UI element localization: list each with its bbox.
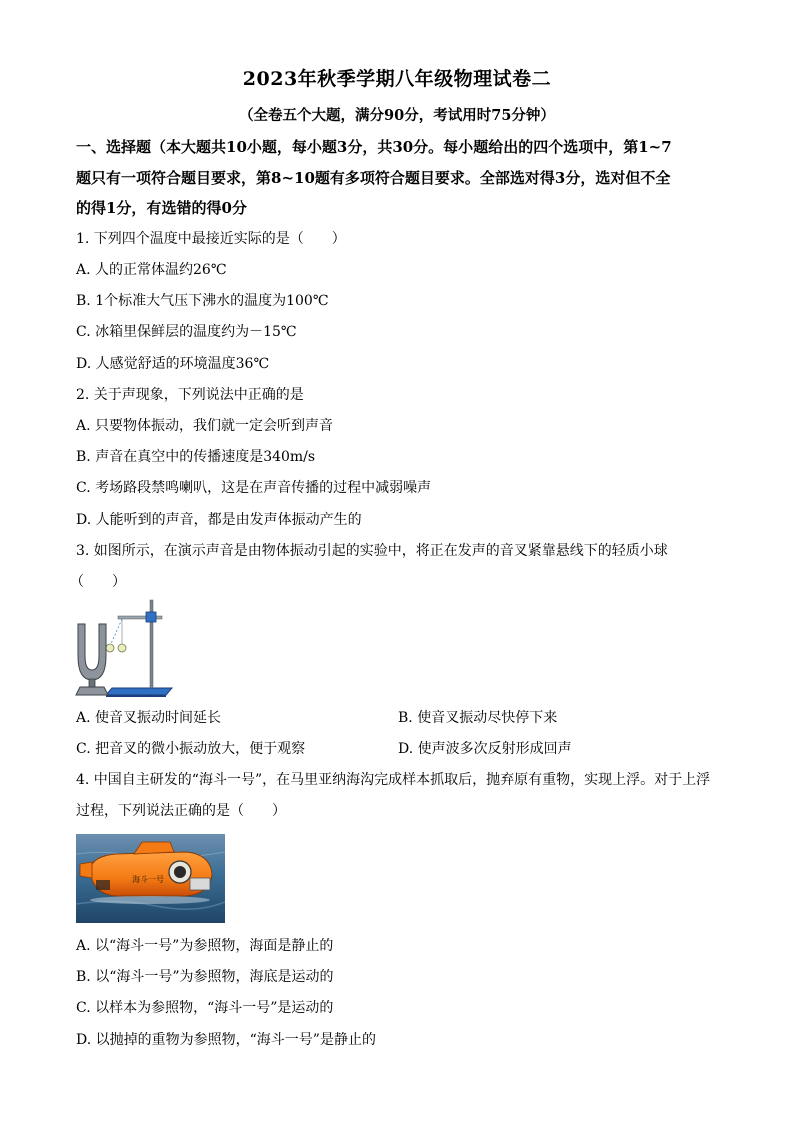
tuning-fork-apparatus-figure — [74, 596, 174, 700]
section-instructions-line-3: 的得1分，有选错的得0分 — [76, 199, 247, 217]
submersible-photo — [76, 834, 225, 923]
q4-option-b: B. 以“海斗一号”为参照物，海底是运动的 — [76, 969, 334, 985]
q4-stem-line-1: 4. 中国自主研发的“海斗一号”，在马里亚纳海沟完成样本抓取后，抛弃原有重物，实现上浮。对于上浮 — [76, 772, 711, 788]
q4-option-d: D. 以抛掉的重物为参照物，“海斗一号”是静止的 — [76, 1032, 376, 1048]
q3-option-c: C. 把音叉的微小振动放大，便于观察 — [76, 741, 306, 757]
q2-option-c: C. 考场路段禁鸣喇叭，这是在声音传播的过程中减弱噪声 — [76, 480, 432, 496]
q3-stem: 3. 如图所示，在演示声音是由物体振动引起的实验中，将正在发声的音叉紧靠悬线下的轻质小球 — [76, 543, 668, 559]
q3-answer-paren: （ ） — [70, 574, 126, 590]
q2-option-d: D. 人能听到的声音，都是由发声体振动产生的 — [76, 512, 362, 528]
q2-stem: 2. 关于声现象，下列说法中正确的是 — [76, 387, 304, 403]
submersible-hull-label: 海斗一号 — [132, 875, 164, 884]
q1-option-c: C. 冰箱里保鲜层的温度约为－15℃ — [76, 324, 297, 340]
q4-option-a: A. 以“海斗一号”为参照物，海面是静止的 — [76, 938, 334, 954]
q3-option-a: A. 使音叉振动时间延长 — [76, 710, 222, 726]
page-subtitle: （全卷五个大题，满分90分，考试用时75分钟） — [239, 107, 555, 124]
q4-stem-line-2: 过程，下列说法正确的是（ ） — [76, 803, 286, 819]
q4-option-c: C. 以样本为参照物，“海斗一号”是运动的 — [76, 1000, 334, 1016]
q1-stem: 1. 下列四个温度中最接近实际的是（ ） — [76, 231, 346, 247]
page-title: 2023年秋季学期八年级物理试卷二 — [242, 68, 552, 90]
q3-option-b: B. 使音叉振动尽快停下来 — [398, 710, 558, 726]
q1-option-b: B. 1个标准大气压下沸水的温度为100℃ — [76, 293, 329, 309]
q2-option-b: B. 声音在真空中的传播速度是340m/s — [76, 449, 316, 465]
q3-option-d: D. 使声波多次反射形成回声 — [398, 741, 572, 757]
section-instructions-line-2: 题只有一项符合题目要求，第8~10题有多项符合题目要求。全部选对得3分，选对但不全 — [76, 169, 671, 187]
q1-option-d: D. 人感觉舒适的环境温度36℃ — [76, 356, 270, 372]
q1-option-a: A. 人的正常体温约26℃ — [76, 262, 227, 278]
q2-option-a: A. 只要物体振动，我们就一定会听到声音 — [76, 418, 334, 434]
section-instructions-line-1: 一、选择题（本大题共10小题，每小题3分，共30分。每小题给出的四个选项中，第1~7 — [76, 138, 672, 156]
